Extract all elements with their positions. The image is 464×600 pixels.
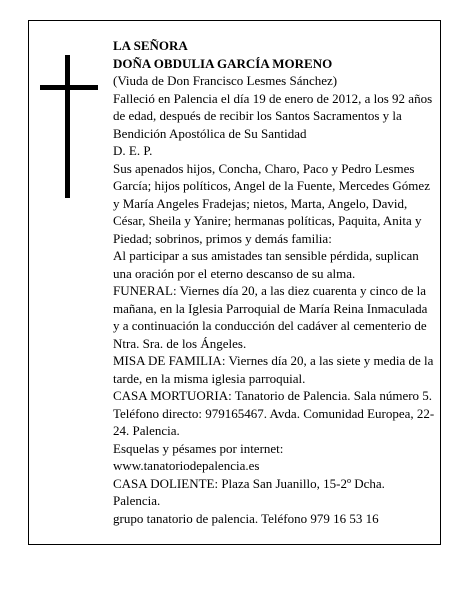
mortuary-info-text: CASA MORTUORIA: Tanatorio de Palencia. Sala número 5. Teléfono directo: 979165467. Avda. Comunidad Europea, 22-24. Palencia. (113, 388, 435, 438)
internet-url-text: www.tanatoriodepalencia.es (113, 458, 260, 473)
family-list-text: Sus apenados hijos, Concha, Charo, Paco y Pedro Lesmes García; hijos políticos, Angel de la Fuente, Mercedes Gómez y María Angeles Fradejas; nietos, Marta, Angelo, David, César, Sheila y Yanire; hermanas políticas, Paquita, Anita y Piedad; sobrinos, primos y demás familia: (113, 160, 430, 246)
dep-abbreviation: D. E. P. (113, 143, 153, 158)
mourning-house-text: CASA DOLIENTE: Plaza San Juanillo, 15-2º Dcha. Palencia. (113, 475, 385, 508)
deceased-name: DOÑA OBDULIA GARCÍA MORENO (113, 55, 333, 71)
family-mass-text: MISA DE FAMILIA: Viernes día 20, a las siete y media de la tarde, en la misma iglesia parroquial. (113, 353, 434, 386)
widow-of-line: (Viuda de Don Francisco Lesmes Sánchez) (113, 73, 338, 88)
internet-condolences-label: Esquelas y pésames por internet: (113, 440, 284, 456)
prayer-request-text: Al participar a sus amistades tan sensible pérdida, suplican una oración por el eterno descanso de su alma. (113, 248, 419, 281)
cross-horizontal-bar (40, 85, 98, 90)
cross-vertical-bar (65, 55, 70, 198)
death-notice-text: Falleció en Palencia el día 19 de enero de 2012, a los 92 años de edad, después de recibir los Santos Sacramentos y la Bendición Apostólica de Su Santidad (113, 90, 433, 141)
footer-contact-text: grupo tanatorio de palencia. Teléfono 979 16 53 16 (113, 510, 379, 526)
notice-heading-title: LA SEÑORA (113, 38, 188, 53)
cross-icon (40, 55, 98, 198)
notice-content (113, 37, 435, 527)
funeral-info-text: FUNERAL: Viernes día 20, a las diez cuarenta y cinco de la mañana, en la Iglesia Parroquial de María Reina Inmaculada y a continuación la conducción del cadáver al cementerio de Ntra. Sra. de los Ángeles. (113, 283, 428, 351)
